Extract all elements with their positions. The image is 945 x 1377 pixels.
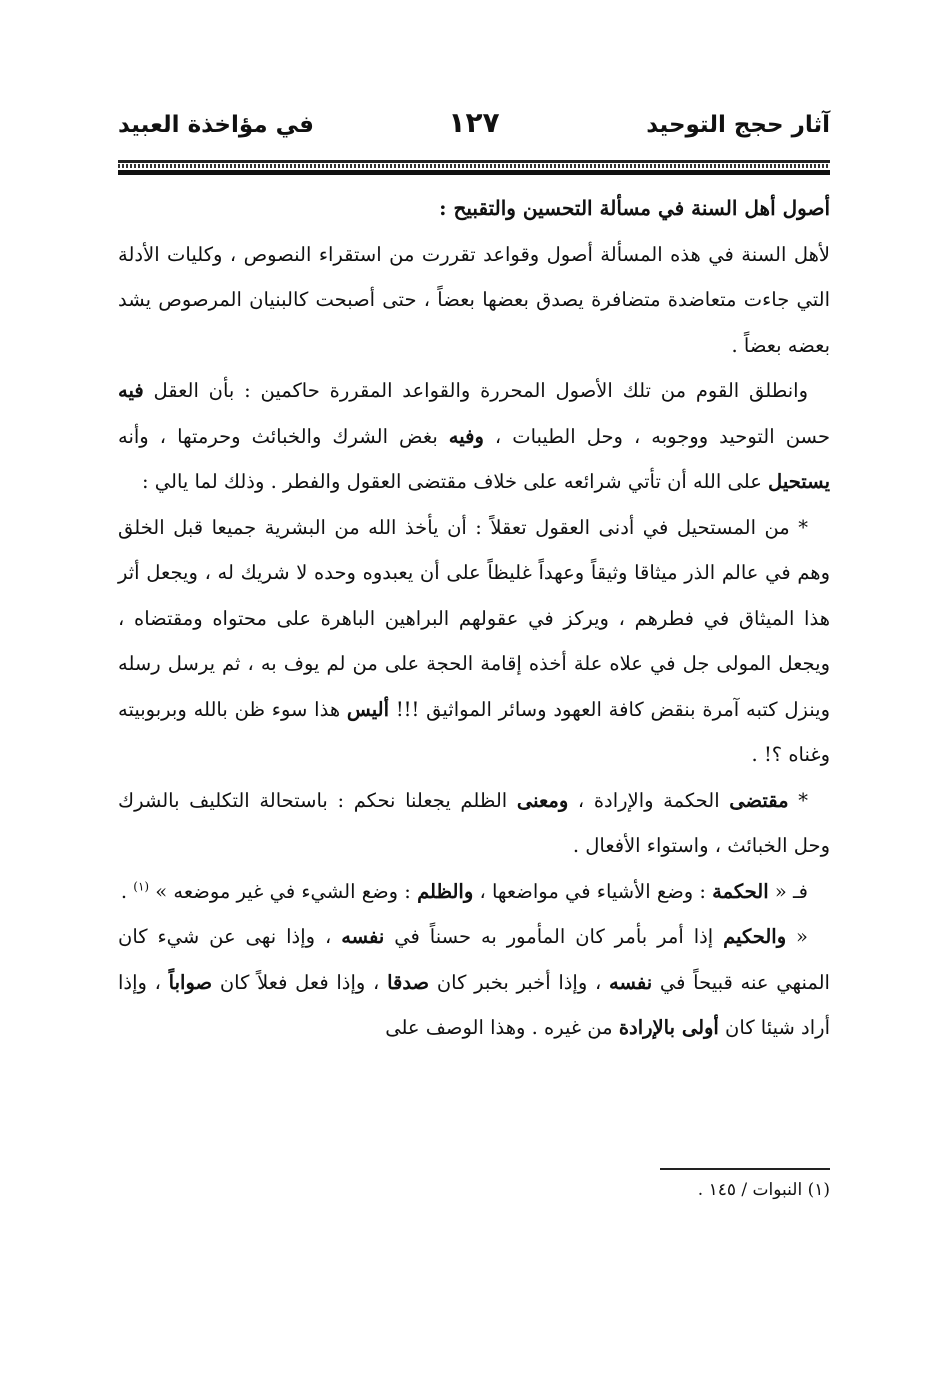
paragraph-4-text: * (788, 788, 808, 812)
header-book-title: آثار حجج التوحيد (646, 112, 830, 138)
paragraph-6-text: ، وإذا فعل فعلاً كان (212, 970, 388, 994)
paragraph-2 (118, 368, 830, 505)
paragraph-3-text: هذا سوء ظن بالله وبربوبيته وغناه ؟! . (118, 697, 830, 766)
bold-term: نفسه (341, 925, 385, 948)
bold-term: وفيه (448, 424, 484, 448)
paragraph-6-text: إذا أمر بأمر كان المأمور به حسناً في (384, 925, 724, 948)
header-chapter-title: في مؤاخذة العبيد (118, 112, 314, 138)
bold-term: الحكمة (712, 879, 769, 903)
paragraph-6-text: ، وإذا نهى عن شيء كان المنهي عنه قبيحاً في (118, 925, 830, 994)
footnote-separator (660, 1168, 830, 1170)
paragraph-4-text: الظلم يجعلنا نحكم : باستحالة التكليف بالشرك وحل الخبائث ، واستواء الأفعال . (118, 788, 830, 857)
paragraph-3 (118, 505, 830, 778)
footnote: (١) النبوات / ١٤٥ . (697, 1180, 830, 1200)
paragraph-6-text: ، وإذا أراد شيئا كان (118, 970, 830, 1039)
paragraph-3-text: * من المستحيل في أدنى العقول تعقلاً : أن يأخذ الله من البشرية جميعا قبل الخلق وهم في عالم الذر ميثاقا وثيقاً وعهداً غليظاً على أن يعبدوه وحده لا شريك له ، ويجعل أثر هذا الميثاق في فطرهم ، ويركز في عقولهم البراهين الباهرة على محتواه ومقتضاه ، ويجعل المولى جل في علاه علة أخذه إقامة الحجة على من لم يوف به ، ثم يرسل رسله وينزل كتبه آمرة بنقض كافة العهود وسائر المواثيق !!! (118, 515, 831, 721)
paragraph-1: لأهل السنة في هذه المسألة أصول وقواعد تقررت من استقراء النصوص ، وكليات الأدلة التي جاءت متعاضدة متضافرة يصدق بعضها بعضاً ، حتى أصبحت كالبنيان المرصوص يشد بعضه بعضاً . (118, 242, 830, 357)
bold-term: صدقا (387, 970, 430, 994)
paragraph-5-text: : وضع الأشياء في مواضعها ، (473, 879, 713, 903)
paragraph-2-text: وانطلق القوم من تلك الأصول المحررة والقواعد المقررة حاكمين : بأن العقل (143, 379, 808, 402)
running-header (118, 106, 830, 156)
footnote-marker: (١) (133, 879, 150, 893)
paragraph-4 (118, 778, 830, 869)
bold-term: أولى بالإرادة (618, 1016, 719, 1039)
paragraph-2-text: حسن التوحيد ووجوبه ، وحل الطيبات ، (483, 424, 830, 448)
bold-term: مقتضى (729, 788, 789, 812)
paragraph-6-text: « (786, 925, 808, 948)
paragraph-2-text: على الله أن تأتي شرائعه على خلاف مقتضى العقول والفطر . وذلك لما يالي : (142, 470, 769, 493)
paragraph-5-text: فـ « (768, 879, 808, 903)
paragraph-6 (118, 914, 830, 1051)
bold-term: صواباً (168, 970, 213, 994)
section-heading: أصول أهل السنة في مسألة التحسين والتقبيح : (439, 196, 830, 220)
paragraph-6-text: من غيره . وهذا الوصف على (385, 1016, 619, 1039)
bold-term: والحكيم (723, 925, 787, 948)
bold-term: أليس (346, 697, 390, 721)
paragraph-5-text: : وضع الشيء في غير موضعه » (149, 879, 418, 903)
header-rule-thin (118, 160, 830, 163)
bold-term: والظلم (417, 879, 474, 903)
header-rule-thick (118, 170, 830, 175)
page-number: ١٢٧ (448, 106, 500, 139)
bold-term: ومعنى (516, 788, 569, 812)
paragraph-5 (118, 869, 830, 915)
bold-term: نفسه (609, 970, 653, 994)
paragraph-2-text: بغض الشرك والخبائث وحرمتها ، وأنه (118, 424, 449, 448)
paragraph-4-text: الحكمة والإرادة ، (568, 788, 730, 812)
bold-term: يستحيل (768, 470, 830, 493)
header-rule-pattern (118, 164, 830, 168)
bold-term: فيه (118, 379, 144, 402)
main-text (118, 186, 830, 1051)
paragraph-5-text: . (120, 879, 134, 903)
paragraph-6-text: ، وإذا أخبر بخبر كان (429, 970, 609, 994)
